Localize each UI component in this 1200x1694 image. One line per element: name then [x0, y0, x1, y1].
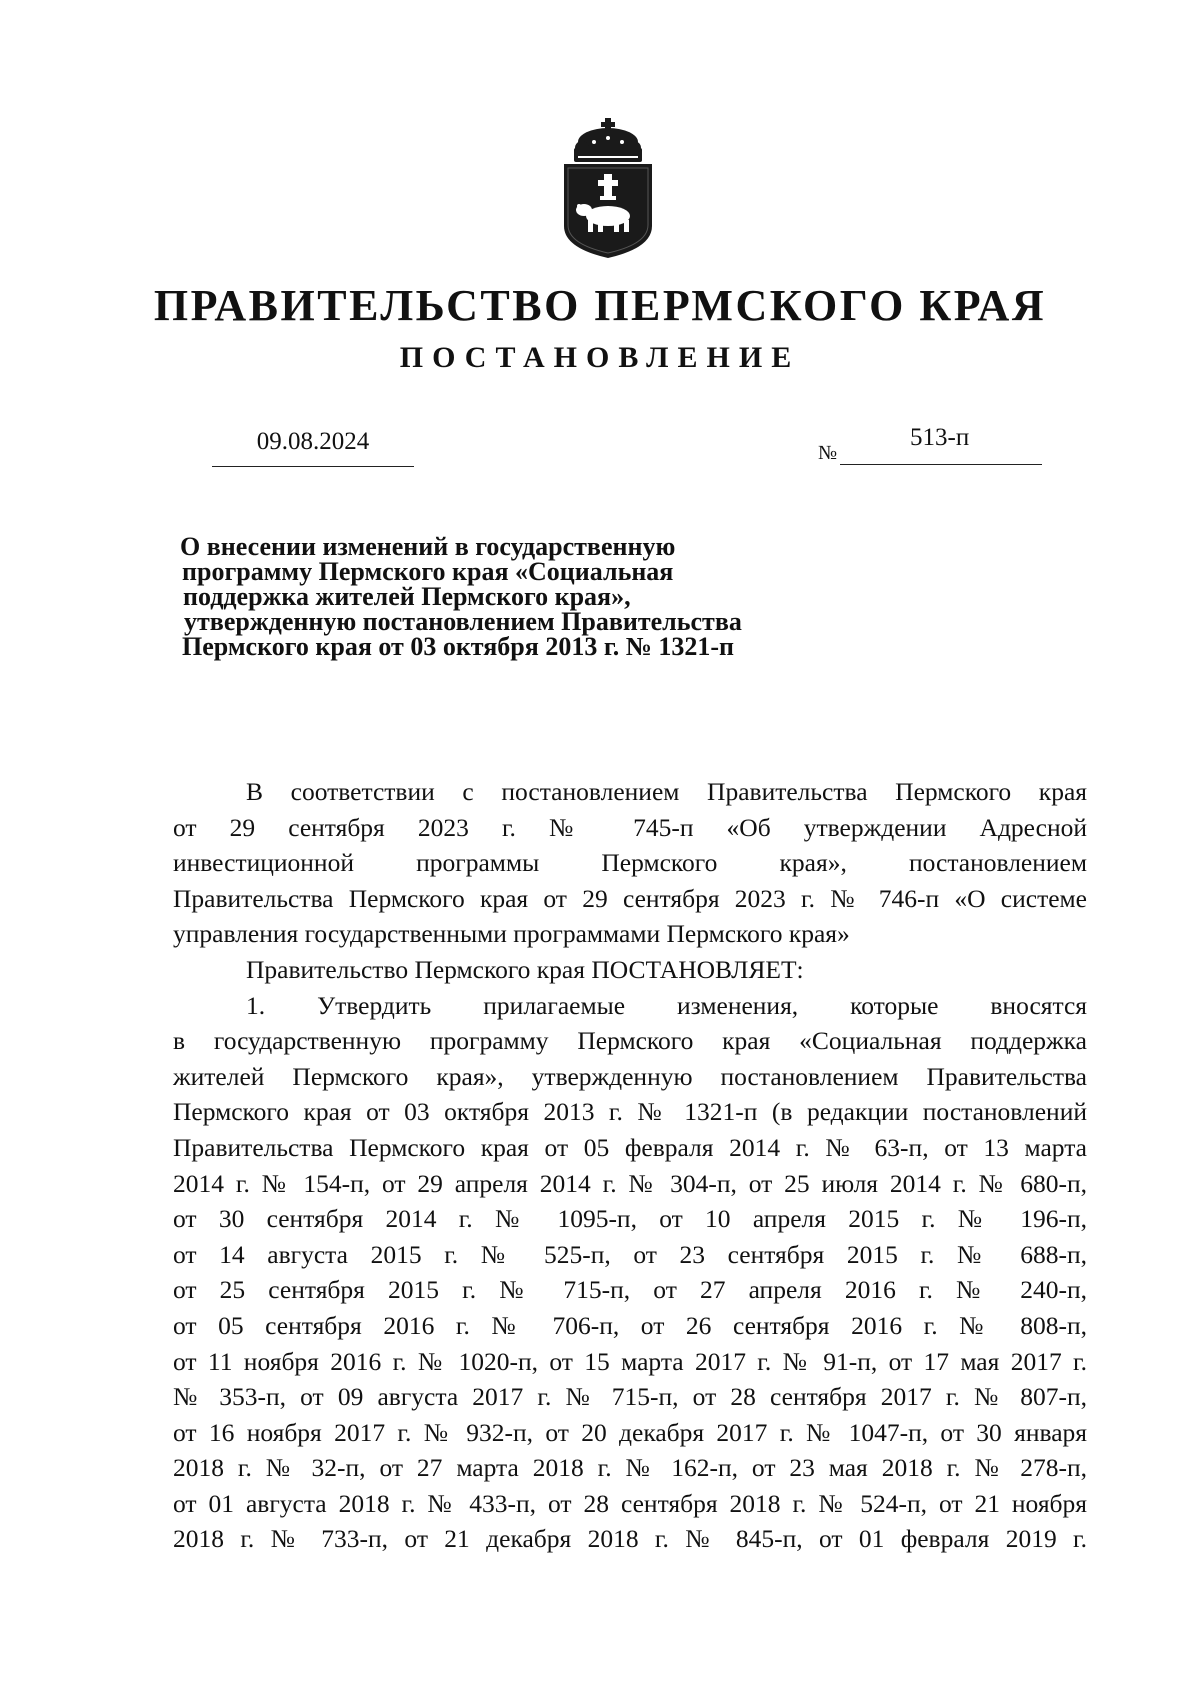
- body-line: от 30 сентября 2014 г. № 1095-п, от 10 апреля 2015 г. № 196-п,: [173, 1204, 1087, 1234]
- subject-line: поддержка жителей Пермского края»,: [183, 582, 631, 611]
- body-line: № 353-п, от 09 августа 2017 г. № 715-п, от 28 сентября 2017 г. № 807-п,: [173, 1382, 1087, 1412]
- body-line: от 16 ноября 2017 г. № 932-п, от 20 декабря 2017 г. № 1047-п, от 30 января: [173, 1417, 1087, 1447]
- subject-line: Пермского края от 03 октября 2013 г. № 1321-п: [182, 632, 734, 661]
- body-line: жителей Пермского края», утвержденную постановлением Правительства: [173, 1061, 1087, 1091]
- date-field: [212, 422, 414, 467]
- body-line: от 05 сентября 2016 г. № 706-п, от 26 сентября 2016 г. № 808-п,: [173, 1310, 1087, 1340]
- body-line: от 11 ноября 2016 г. № 1020-п, от 15 марта 2017 г. № 91-п, от 17 мая 2017 г.: [173, 1346, 1087, 1376]
- body-line: от 14 августа 2015 г. № 525-п, от 23 сентября 2015 г. № 688-п,: [173, 1239, 1087, 1269]
- government-title: ПРАВИТЕЛЬСТВО ПЕРМСКОГО КРАЯ: [153, 281, 1047, 330]
- body-line: В соответствии с постановлением Правительства Пермского края: [246, 777, 1087, 806]
- body-line: 2018 г. № 733-п, от 21 декабря 2018 г. № 845-п, от 01 февраля 2019 г.: [173, 1524, 1087, 1554]
- body-line: Правительства Пермского края от 29 сентября 2023 г. № 746-п «О системе: [173, 883, 1087, 913]
- document-body: [173, 774, 1087, 1557]
- body-line: 2018 г. № 32-п, от 27 марта 2018 г. № 162-п, от 23 мая 2018 г. № 278-п,: [173, 1453, 1087, 1483]
- body-line: инвестиционной программы Пермского края», постановлением: [173, 848, 1087, 878]
- body-line: Правительства Пермского края от 05 февраля 2014 г. № 63-п, от 13 марта: [173, 1132, 1087, 1162]
- document-type-title: ПОСТАНОВЛЕНИЕ: [399, 341, 801, 374]
- subject-line: программу Пермского края «Социальная: [182, 557, 674, 586]
- document-date: 09.08.2024: [256, 428, 370, 455]
- document-subject: [180, 534, 820, 659]
- body-line: Правительство Пермского края ПОСТАНОВЛЯЕТ:: [246, 954, 804, 984]
- perm-krai-coat-of-arms-icon: [560, 118, 656, 260]
- body-line: 2014 г. № 154-п, от 29 апреля 2014 г. № 304-п, от 25 июля 2014 г. № 680-п,: [173, 1168, 1087, 1198]
- subject-line: утвержденную постановлением Правительства: [184, 607, 742, 636]
- number-sign: №: [818, 442, 838, 464]
- subject-line: О внесении изменений в государственную: [180, 532, 676, 561]
- document-number: 513-п: [910, 424, 970, 451]
- body-line: от 01 августа 2018 г. № 433-п, от 28 сентября 2018 г. № 524-п, от 21 ноября: [173, 1488, 1087, 1518]
- body-line: от 25 сентября 2015 г. № 715-п, от 27 апреля 2016 г. № 240-п,: [173, 1275, 1087, 1305]
- body-line: 1. Утвердить прилагаемые изменения, которые вносятся: [246, 990, 1087, 1020]
- body-line: Пермского края от 03 октября 2013 г. № 1321-п (в редакции постановлений: [173, 1097, 1087, 1127]
- body-line: управления государственными программами Пермского края»: [173, 919, 850, 949]
- body-line: в государственную программу Пермского края «Социальная поддержка: [173, 1026, 1087, 1056]
- body-line: от 29 сентября 2023 г. № 745-п «Об утверждении Адресной: [173, 812, 1087, 842]
- number-field: [840, 420, 1042, 465]
